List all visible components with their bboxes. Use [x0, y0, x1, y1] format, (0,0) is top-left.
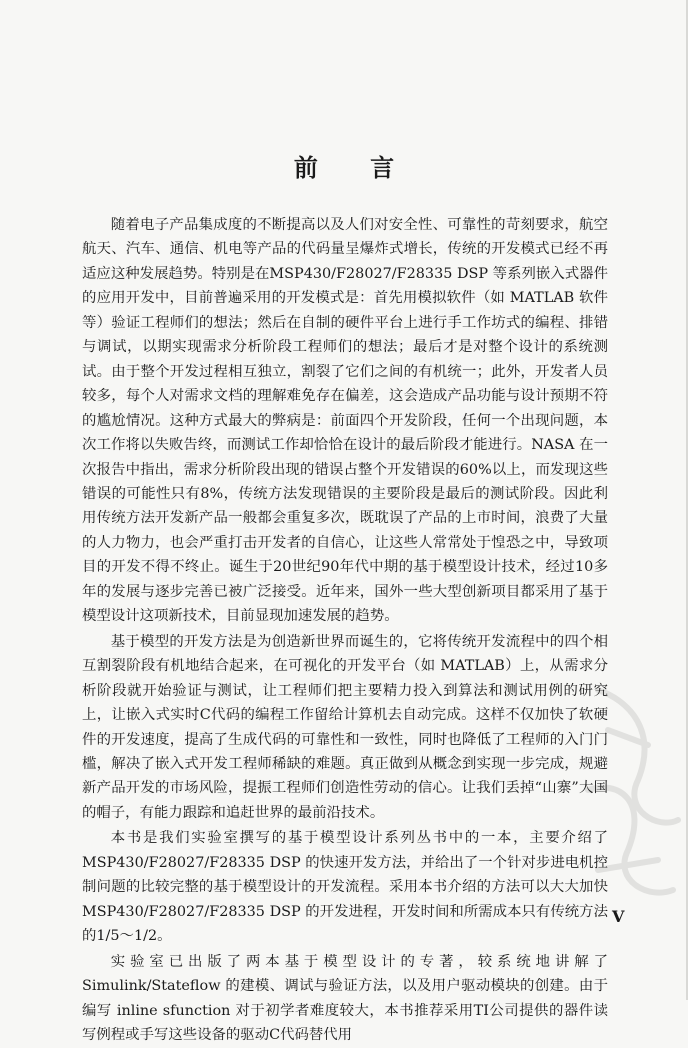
page-title: 前 言 [293, 153, 417, 182]
paragraph: 随着电子产品集成度的不断提高以及人们对安全性、可靠性的苛刻要求，航空航天、汽车、通信、机电等产品的代码量呈爆炸式增长，传统的开发模式已经不再适应这种发展趋势。特别是在MSP430/F28027/F28335 DSP 等系列嵌入式器件的应用开发中，目前普遍采用的开发模式是：首先用模拟软件（如 MATLAB 软件等）验证工程师们的想法；然后在自制的硬件平台上进行手工作坊式的编程、排错与调试，以期实现需求分析阶段工程师们的想法；最后才是对整个设计的系统测试。由于整个开发过程相互独立，割裂了它们之间的有机统一；此外，开发者人员较多，每个人对需求文档的理解难免存在偏差，这会造成产品功能与设计预期不符的尴尬情况。这种方式最大的弊病是：前面四个开发阶段，任何一个出现问题，本次工作将以失败告终，而测试工作却恰恰在设计的最后阶段才能进行。NASA 在一次报告中指出，需求分析阶段出现的错误占整个开发错误的60%以上，而发现这些错误的可能性只有8%，传统方法发现错误的主要阶段是最后的测试阶段。因此利用传统方法开发新产品一般都会重复多次，既耽误了产品的上市时间，浪费了大量的人力物力，也会严重打击开发者的自信心，让这些人常常处于惶恐之中，导致项目的开发不得不终止。诞生于20世纪90年代中期的基于模型设计技术，经过10多年的发展与逐步完善已被广泛接受。近年来，国外一些大型创新项目都采用了基于模型设计这项新技术，目前显现加速发展的趋势。 [82, 217, 608, 625]
paragraph: 基于模型的开发方法是为创造新世界而诞生的，它将传统开发流程中的四个相互割裂阶段有机地结合起来，在可视化的开发平台（如 MATLAB）上，从需求分析阶段就开始验证与测试，让工程师们把主要精力投入到算法和测试用例的研究上，让嵌入式实时C代码的编程工作留给计算机去自动完成。这样不仅加快了软硬件的开发速度，提高了生成代码的可靠性和一致性，同时也降低了工程师的入门门槛，解决了嵌入式开发工程师稀缺的难题。真正做到从概念到实现一步完成，规避新产品开发的市场风险，提振工程师们创造性劳动的信心。让我们丢掉“山寨”大国的帽子，有能力跟踪和追赶世界的最前沿技术。 [82, 633, 608, 821]
paragraph: 本书是我们实验室撰写的基于模型设计系列丛书中的一本，主要介绍了MSP430/F28027/F28335 DSP 的快速开发方法，并给出了一个针对步进电机控制问题的比较完整的基于模型设计的开发流程。采用本书介绍的方法可以大大加快 MSP430/F28027/F28335 DSP 的开发进程，开发时间和所需成本只有传统方法的1/5～1/2。 [82, 830, 608, 945]
page-number: V [612, 907, 625, 926]
body-text [82, 213, 608, 1048]
paragraph: 实验室已出版了两本基于模型设计的专著，较系统地讲解了 Simulink/Stateflow 的建模、调试与验证方法，以及用户驱动模块的创建。由于编写 inline sfunction 对于初学者难度较大，本书推荐采用TI公司提供的器件读写例程或手写这些设备的驱动C代码替代用 [82, 953, 608, 1043]
